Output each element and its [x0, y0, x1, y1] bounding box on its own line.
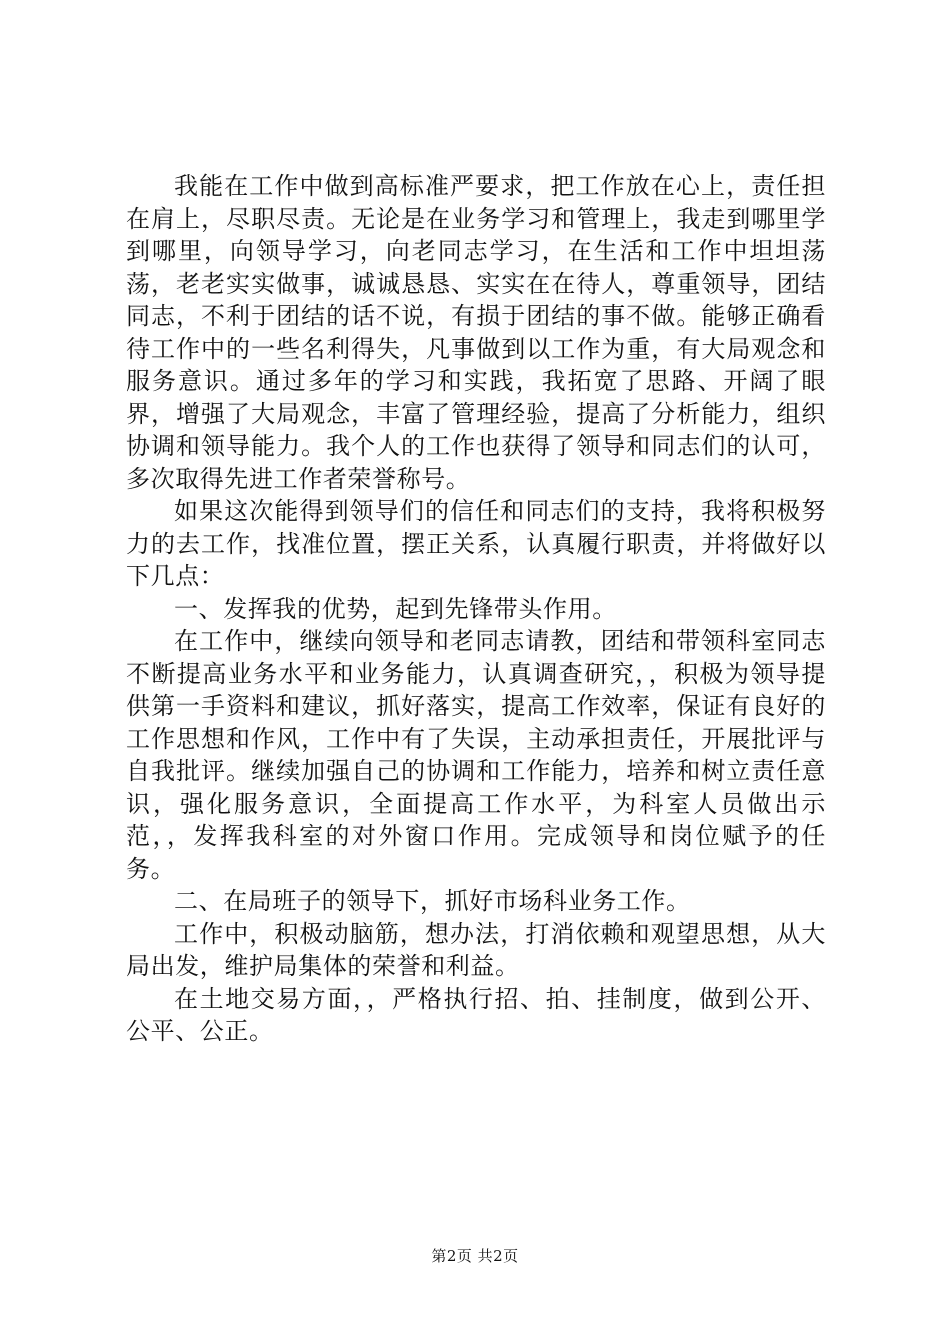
section-heading-2: 二、在局班子的领导下，抓好市场科业务工作。 — [174, 887, 691, 915]
paragraph-5: 在土地交易方面，，严格执行招、拍、挂制度，做到公开、公平、公正。 — [126, 984, 826, 1045]
section-heading-1: 一、发挥我的优势，起到先锋带头作用。 — [174, 594, 617, 623]
paragraph-1: 我能在工作中做到高标准严要求，把工作放在心上，责任担在肩上，尽职尽责。无论是在业务学习和管理上，我走到哪里学到哪里，向领导学习，向老同志学习，在生活和工作中坦坦荡荡，老老实实做事，诚诚恳恳、实实在在待人，尊重领导，团结同志，不利于团结的话不说，有损于团结的事不做。能够正确看待工作中的一些名利得失，凡事做到以工作为重，有大局观念和服务意识。通过多年的学习和实践，我拓宽了思路、开阔了眼界，增强了大局观念，丰富了管理经验，提高了分析能力，组织协调和领导能力。我个人的工作也获得了领导和同志们的认可，多次取得先进工作者荣誉称号。 — [126, 172, 826, 493]
paragraph-2: 如果这次能得到领导们的信任和同志们的支持，我将积极努力的去工作，找准位置，摆正关系，认真履行职责，并将做好以下几点： — [126, 497, 826, 590]
paragraph-3: 在工作中，继续向领导和老同志请教，团结和带领科室同志不断提高业务水平和业务能力，认真调查研究，，积极为领导提供第一手资料和建议，抓好落实，提高工作效率，保证有良好的工作思想和作风，工作中有了失误，主动承担责任，开展批评与自我批评。继续加强自己的协调和工作能力，培养和树立责任意识，强化服务意识，全面提高工作水平，为科室人员做出示范，，发挥我科室的对外窗口作用。完成领导和岗位赋予的任务。 — [126, 627, 826, 883]
document-body — [126, 170, 826, 1048]
paragraph-4: 工作中，积极动脑筋，想办法，打消依赖和观望思想，从大局出发，维护局集体的荣誉和利益。 — [126, 919, 826, 980]
page-footer: 第2页 共2页 — [431, 1247, 519, 1265]
